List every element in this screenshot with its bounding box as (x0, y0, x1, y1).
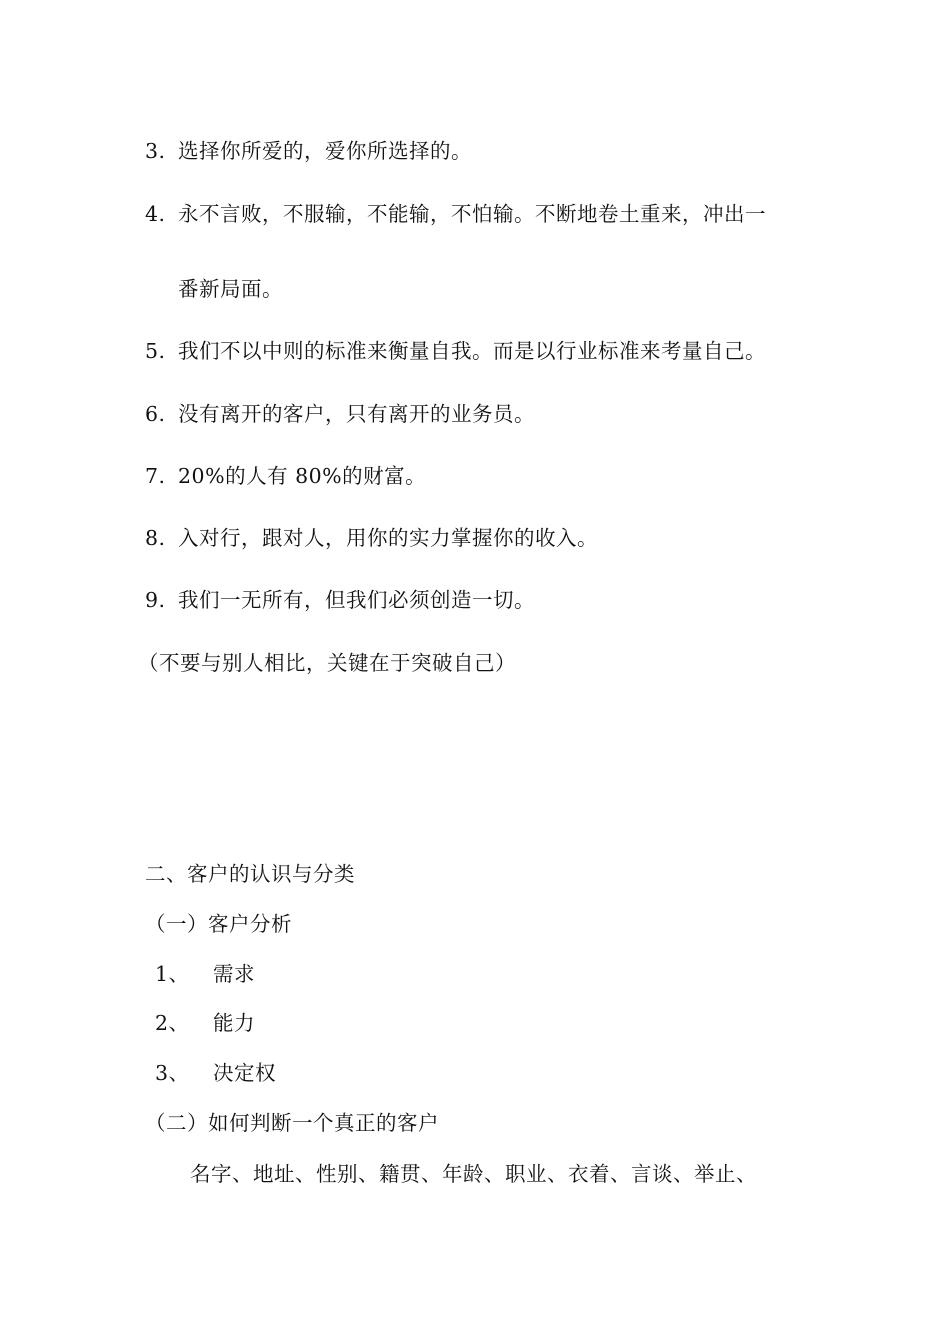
sub-list-number: 3、 (155, 1061, 190, 1085)
list-text: 选择你所爱的，爱你所选择的。 (178, 139, 472, 163)
list-item-8 (145, 526, 598, 550)
list-number: 6. (145, 402, 166, 426)
list-text: 20%的人有 80%的财富。 (178, 464, 427, 488)
list-item-9 (145, 588, 535, 612)
list-number: 3. (145, 139, 166, 163)
list-item-6 (145, 402, 535, 426)
list-number: 4. (145, 202, 166, 226)
list-item-7 (145, 464, 426, 488)
subsection-heading: （一）客户分析 (145, 912, 292, 936)
list-number: 7. (145, 464, 166, 488)
list-text: 入对行，跟对人，用你的实力掌握你的收入。 (178, 526, 598, 550)
list-item-4-continuation: 番新局面。 (178, 277, 283, 301)
list-text: 没有离开的客户，只有离开的业务员。 (178, 402, 535, 426)
sub-list-number: 2、 (155, 1011, 190, 1035)
subsection-heading: （二）如何判断一个真正的客户 (145, 1111, 439, 1135)
sub-list-item-1 (155, 962, 255, 986)
paragraph: 名字、地址、性别、籍贯、年龄、职业、衣着、言谈、举止、 (190, 1162, 757, 1186)
sub-list-text: 能力 (213, 1011, 255, 1035)
list-item-3 (145, 139, 472, 163)
sub-list-item-2 (155, 1011, 255, 1035)
list-text: 永不言败，不服输，不能输，不怕输。不断地卷土重来，冲出一 (178, 202, 766, 226)
list-number: 9. (145, 588, 166, 612)
list-text: 我们一无所有，但我们必须创造一切。 (178, 588, 535, 612)
sub-list-text: 决定权 (213, 1061, 276, 1085)
list-item-5 (145, 339, 766, 363)
sub-list-item-3 (155, 1061, 276, 1085)
list-number: 5. (145, 339, 166, 363)
section-heading: 二、客户的认识与分类 (145, 862, 355, 886)
list-text: 我们不以中则的标准来衡量自我。而是以行业标准来考量自己。 (178, 339, 766, 363)
sub-list-text: 需求 (213, 962, 255, 986)
sub-list-number: 1、 (155, 962, 190, 986)
list-number: 8. (145, 526, 166, 550)
remark: （不要与别人相比，关键在于突破自己） (138, 651, 516, 675)
list-item-4 (145, 202, 766, 226)
